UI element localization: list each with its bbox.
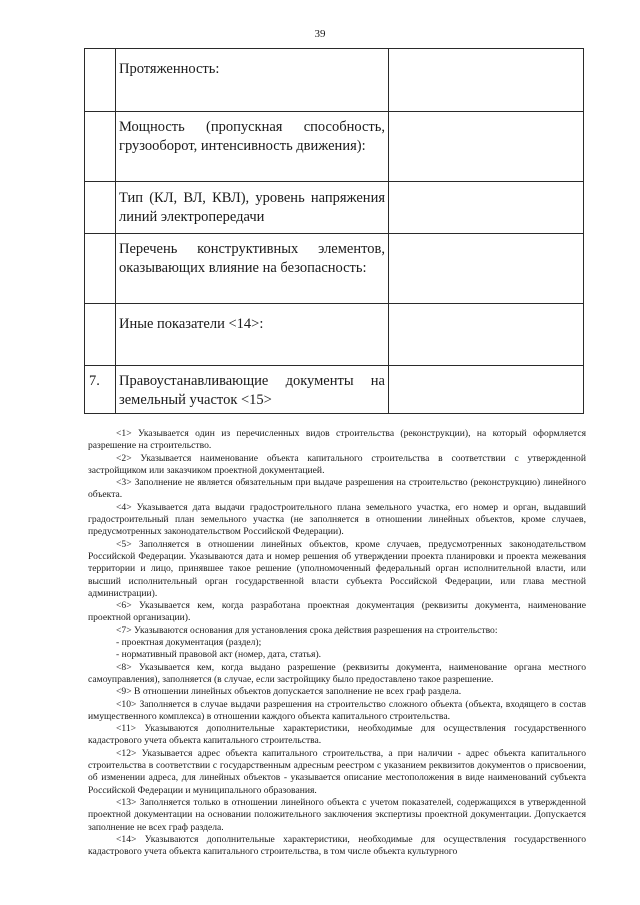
row-value-cell (389, 366, 584, 414)
row-label: Протяженность: (119, 61, 220, 77)
table-row-length (85, 49, 584, 112)
row-value-cell (389, 49, 584, 112)
row-value-cell (389, 234, 584, 304)
footnote-3: <3> Заполнение не является обязательным при выдаче разрешения на строительство (реконструкцию) линейного объекта. (88, 477, 586, 501)
table-row-land-documents (85, 366, 584, 414)
row-number-cell (85, 234, 116, 304)
table-row-other-indicators (85, 304, 584, 366)
row-label: Мощность (пропускная способность, грузооборот, интенсивность движения): (119, 119, 385, 154)
row-number-cell (85, 304, 116, 366)
row-number-cell (85, 49, 116, 112)
row-label-cell (116, 182, 389, 234)
row-value-cell (389, 304, 584, 366)
row-label-cell (116, 366, 389, 414)
footnotes (88, 428, 586, 858)
row-number: 7. (89, 373, 100, 389)
row-label-cell (116, 49, 389, 112)
row-number-cell (85, 366, 116, 414)
footnote-10: <10> Заполняется в случае выдачи разрешения на строительство сложного объекта (объекта, входящего в состав имущественного комплекса) в отношении каждого объекта капитального строительства. (88, 698, 586, 722)
row-label: Правоустанавливающие документы на земельный участок <15> (119, 373, 385, 408)
footnote-8: <8> Указывается кем, когда выдано разрешение (реквизиты документа, наименование органа местного самоуправления), заполняется (в случае, если застройщику было предоставлено такое разрешение. (88, 661, 586, 685)
footnote-12: <12> Указывается адрес объекта капитального строительства, а при наличии - адрес объекта капитального строительства в соответствии с государственным адресным реестром с указанием реквизитов документов о присвоении, об изменении адреса, для линейных объектов - указывается описание местоположения в виде наименований субъекта Российской Федерации и муниципального образования. (88, 747, 586, 796)
table-row-structural-elements (85, 234, 584, 304)
footnote-7: <7> Указываются основания для установления срока действия разрешения на строительство: (116, 624, 498, 636)
footnote-13: <13> Заполняется только в отношении линейного объекта с учетом показателей, содержащихся в утвержденной проектной документации на основании положительного заключения экспертизы проектной документации. Допускается заполнение не всех граф раздела. (88, 796, 586, 833)
footnote-11: <11> Указываются дополнительные характеристики, необходимые для осуществления государственного кадастрового учета объекта капитального строительства. (88, 723, 586, 747)
table-row-capacity (85, 112, 584, 182)
footnote-7-item-2: - нормативный правовой акт (номер, дата, статья). (116, 649, 322, 661)
table-row-line-type (85, 182, 584, 234)
footnote-1: <1> Указывается один из перечисленных видов строительства (реконструкции), на который оформляется разрешение на строительство. (88, 428, 586, 452)
row-label: Иные показатели <14>: (119, 316, 264, 332)
row-label-cell (116, 112, 389, 182)
row-number (85, 304, 115, 310)
row-value-cell (389, 112, 584, 182)
row-number (85, 234, 115, 240)
row-label: Перечень конструктивных элементов, оказывающих влияние на безопасность: (119, 241, 385, 276)
page-number: 39 (314, 28, 326, 40)
row-label: Тип (КЛ, ВЛ, КВЛ), уровень напряжения линий электропередачи (119, 190, 385, 225)
row-label-cell (116, 234, 389, 304)
footnote-5: <5> Заполняется в отношении линейных объектов, кроме случаев, предусмотренных законодательством Российской Федерации. Указываются дата и номер решения об утверждении проекта планировки и проекта межевания территории и лицо, принявшее такое решение (уполномоченный федеральный орган исполнительной власти, или высший исполнительный орган государственной власти субъекта Российской Федерации, или глава местной администрации). (88, 538, 586, 599)
footnote-2: <2> Указывается наименование объекта капитального строительства в соответствии с утвержденной застройщиком или заказчиком проектной документацией. (88, 452, 586, 476)
footnote-6: <6> Указывается кем, когда разработана проектная документация (реквизиты документа, наименование проектной организации). (88, 600, 586, 624)
footnote-9: <9> В отношении линейных объектов допускается заполнение не всех граф раздела. (116, 686, 462, 698)
row-number (85, 49, 115, 55)
row-number-cell (85, 182, 116, 234)
row-value-cell (389, 182, 584, 234)
footnote-4: <4> Указывается дата выдачи градостроительного плана земельного участка, его номер и орган, выдавший градостроительный план земельного участка (не заполняется в отношении линейных объектов, кроме случаев, предусмотренных законодательством Российской Федерации). (88, 501, 586, 538)
footnote-7-item-1: - проектная документация (раздел); (116, 637, 262, 649)
row-number (85, 182, 115, 188)
row-label-cell (116, 304, 389, 366)
construction-permit-table (84, 48, 584, 414)
footnote-14: <14> Указываются дополнительные характеристики, необходимые для осуществления государственного кадастрового учета объекта капитального строительства, в том числе объекта культурного (88, 833, 586, 858)
row-number-cell (85, 112, 116, 182)
row-number (85, 112, 115, 118)
